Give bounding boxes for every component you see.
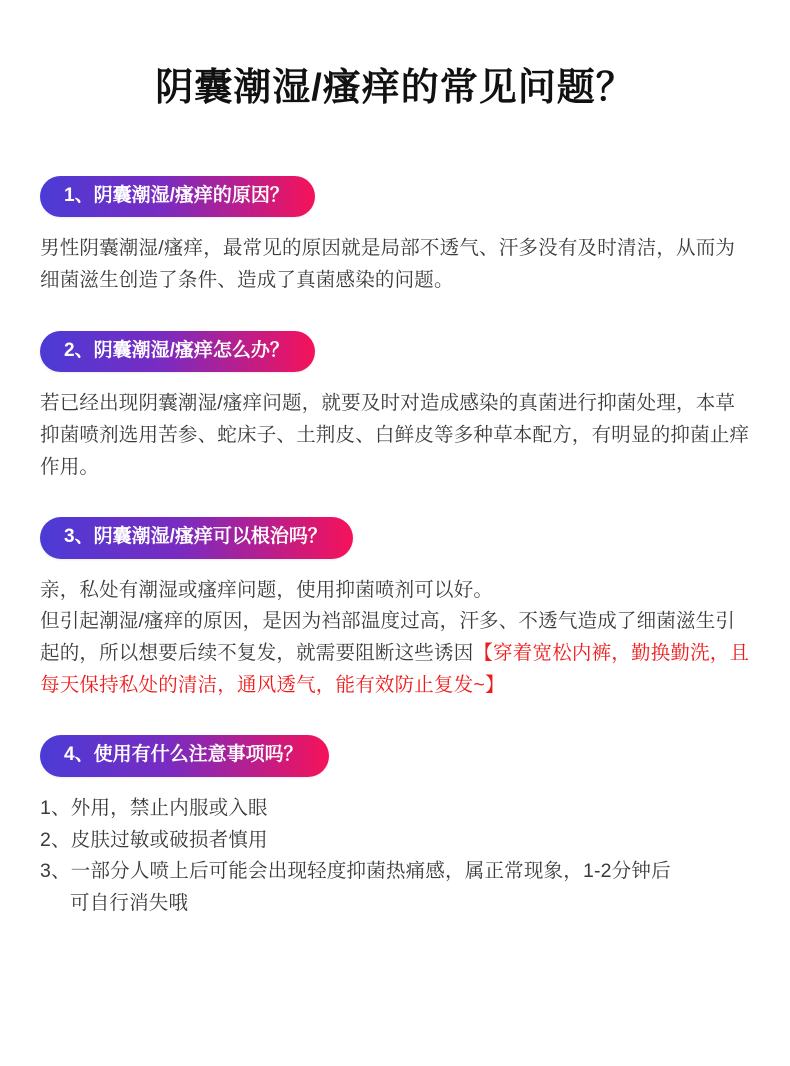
faq-answer-2 (40, 388, 750, 483)
faq-answer-3-plain-text: 但引起潮湿/瘙痒的原因，是因为裆部温度过高，汗多、不透气造成了细菌滋生引起的，所以想要后续不复发，就需要阻断这些诱因 (40, 610, 736, 665)
faq-answer-4-line-3: 3、一部分人喷上后可能会出现轻度抑菌热痛感，属正常现象，1-2分钟后 (40, 860, 671, 883)
faq-question-pill-1: 1、阴囊潮湿/瘙痒的原因？ (40, 176, 315, 218)
faq-answer-2-paragraph: 若已经出现阴囊潮湿/瘙痒问题，就要及时对造成感染的真菌进行抑菌处理，本草抑菌喷剂选用苦参、蛇床子、土荆皮、白鲜皮等多种草本配方，有明显的抑菌止痒作用。 (40, 392, 750, 478)
faq-answer-3-paragraph-1: 亲，私处有潮湿或瘙痒问题，使用抑菌喷剂可以好。 (40, 578, 494, 601)
faq-answer-1 (40, 233, 750, 296)
faq-item-3 (40, 517, 750, 701)
faq-item-2 (40, 331, 750, 484)
faq-answer-4-line-2: 2、皮肤过敏或破损者慎用 (40, 828, 268, 851)
faq-question-pill-3: 3、阴囊潮湿/瘙痒可以根治吗？ (40, 517, 353, 559)
faq-item-1 (40, 176, 750, 297)
faq-answer-3-highlight-text: 【穿着宽松内裤，勤换勤洗，且每天保持私处的清洁，通风透气，能有效防止复发~】 (40, 642, 750, 696)
faq-page (0, 66, 790, 1066)
page-title: 阴囊潮湿/瘙痒的常见问题？ (155, 67, 635, 109)
faq-answer-3 (40, 575, 750, 701)
faq-answer-1-paragraph: 男性阴囊潮湿/瘙痒，最常见的原因就是局部不透气、汗多没有及时清洁，从而为细菌滋生创造了条件、造成了真菌感染的问题。 (40, 237, 736, 291)
faq-answer-4-line-4: 可自行消失哦 (70, 891, 189, 914)
faq-item-4 (40, 735, 750, 919)
faq-question-pill-4: 4、使用有什么注意事项吗？ (40, 735, 329, 777)
faq-question-pill-2: 2、阴囊潮湿/瘙痒怎么办？ (40, 331, 315, 373)
faq-answer-4-line-1: 1、外用，禁止内服或入眼 (40, 796, 268, 819)
faq-answer-3-paragraph-2 (40, 606, 750, 701)
faq-answer-4 (40, 793, 750, 919)
